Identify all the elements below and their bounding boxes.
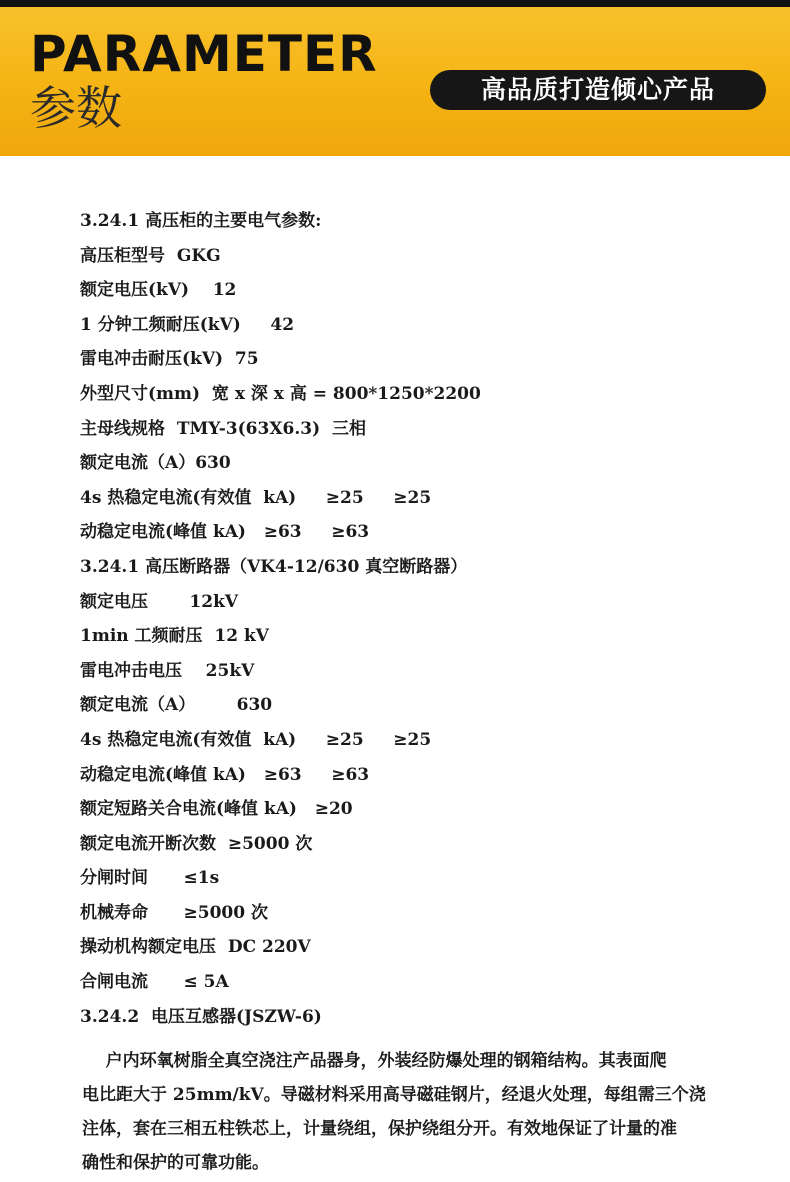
banner-top-line	[0, 0, 790, 7]
param-line: 雷电冲击电压 25kV	[80, 660, 255, 681]
param-line: 主母线规格 TMY-3(63X6.3) 三相	[80, 418, 366, 439]
banner-title: PARAMETER	[30, 25, 378, 83]
param-line: 额定电流（A）630	[80, 453, 231, 474]
param-line: 机械寿命 ≥5000 次	[80, 902, 268, 923]
param-line: 1 分钟工频耐压(kV) 42	[80, 314, 295, 335]
param-line: 额定电流开断次数 ≥5000 次	[80, 833, 313, 854]
param-line: 额定短路关合电流(峰值 kA) ≥20	[80, 799, 353, 820]
section-heading-switchgear: 3.24.1 高压柜的主要电气参数:	[80, 211, 322, 231]
header-banner	[0, 0, 790, 156]
param-line: 动稳定电流(峰值 kA) ≥63 ≥63	[80, 764, 370, 785]
param-line: 操动机构额定电压 DC 220V	[80, 937, 311, 958]
paragraph-line: 确性和保护的可靠功能。	[82, 1153, 269, 1173]
param-line: 4s 热稳定电流(有效值 kA) ≥25 ≥25	[80, 487, 432, 508]
param-line: 4s 热稳定电流(有效值 kA) ≥25 ≥25	[80, 729, 432, 750]
paragraph-line: 电比距大于 25mm/kV。导磁材料采用高导磁硅钢片，经退火处理，每组需三个浇	[82, 1085, 706, 1105]
paragraph-line: 注体，套在三相五柱铁芯上，计量绕组，保护绕组分开。有效地保证了计量的准	[82, 1119, 677, 1139]
section-heading-transformer: 3.24.2 电压互感器(JSZW-6)	[80, 1006, 322, 1027]
param-line: 合闸电流 ≤ 5A	[80, 972, 229, 993]
slogan-badge: 高品质打造倾心产品	[430, 70, 766, 110]
param-line: 分闸时间 ≤1s	[80, 868, 220, 889]
param-line: 高压柜型号 GKG	[80, 245, 221, 266]
paragraph-line: 户内环氧树脂全真空浇注产品器身，外装经防爆处理的钢箱结构。其表面爬	[82, 1051, 667, 1071]
param-line: 外型尺寸(mm) 宽 x 深 x 高 = 800*1250*2200	[80, 383, 481, 404]
section-heading-breaker: 3.24.1 高压断路器（VK4-12/630 真空断路器）	[80, 556, 468, 577]
parameter-list	[80, 204, 760, 1034]
description-paragraph	[82, 1044, 760, 1180]
banner-subtitle: 参数	[30, 81, 122, 135]
param-line: 额定电压 12kV	[80, 591, 239, 612]
param-line: 额定电压(kV) 12	[80, 280, 237, 301]
param-line: 动稳定电流(峰值 kA) ≥63 ≥63	[80, 522, 370, 543]
param-line: 额定电流（A） 630	[80, 695, 273, 716]
param-line: 1min 工频耐压 12 kV	[80, 626, 269, 647]
param-line: 雷电冲击耐压(kV) 75	[80, 349, 259, 370]
